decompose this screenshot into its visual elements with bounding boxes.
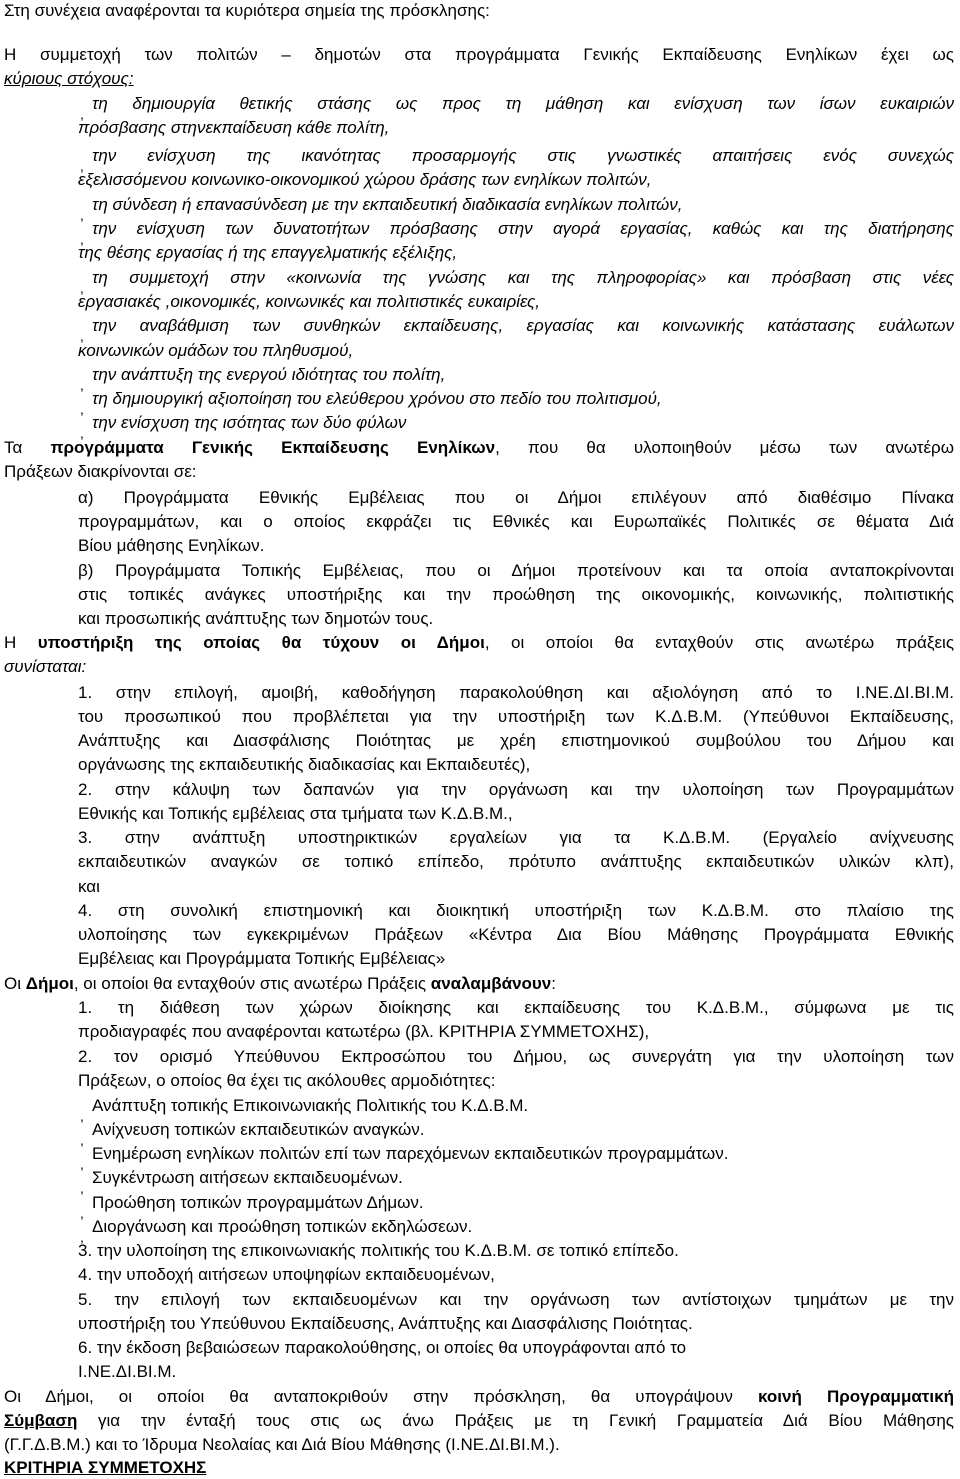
mun-item-1-line2: προδιαγραφές που αναφέρονται κατωτέρω (βλ. ΚΡΙΤΗΡΙΑ ΣΥΜΜΕΤΟΧΗΣ), bbox=[78, 1022, 650, 1041]
support-item-3-line2: εκπαιδευτικών αναγκών σε τοπικό επίπεδο, πρότυπο ανάπτυξης εκπαιδευτικών υλικών κλπ), bbox=[78, 852, 954, 871]
goal-item-7: την ανάπτυξη της ενεργού ιδιότητας του πολίτη, bbox=[92, 365, 446, 384]
support-item-4-line1: 4. στη συνολική επιστημονική και διοικητική υποστήριξη των Κ.Δ.Β.Μ. στο πλαίσιο της bbox=[78, 901, 954, 920]
support-item-3-line3: και bbox=[78, 877, 100, 896]
program-type-b-line1: β) Προγράμματα Τοπικής Εμβέλειας, που οι Δήμοι προτείνουν και τα οποία ανταποκρίνονται bbox=[78, 561, 954, 580]
goal-item-8: τη δημιουργική αξιοποίηση του ελεύθερου χρόνου στο πεδίο του πολιτισμού, bbox=[92, 389, 662, 408]
mun-item-3: 3. την υλοποίηση της επικοινωνιακής πολιτικής του Κ.Δ.Β.Μ. σε τοπικό επίπεδο. bbox=[78, 1241, 679, 1260]
support-item-4-line3: Εμβέλειας και Προγράμματα Τοπικής Εμβέλειας» bbox=[78, 949, 446, 968]
mun-item-5-line1: 5. την επιλογή των εκπαιδευομένων και την οργάνωση των αντίστοιχων τμημάτων με την bbox=[78, 1290, 954, 1309]
support-line1: Η υποστήριξη της οποίας θα τύχουν οι Δήμοι, οι οποίοι θα ενταχθούν στις ανωτέρω πράξεις bbox=[4, 633, 955, 652]
mun-item-6-line1: 6. την έκδοση βεβαιώσεων παρακολούθησης, οι οποίες θα υπογράφονται από το bbox=[78, 1338, 687, 1357]
goal-item-3: τη σύνδεση ή επανασύνδεση με την εκπαιδευτική διαδικασία ενηλίκων πολιτών, bbox=[92, 195, 683, 214]
duty-item-5: Προώθηση τοπικών προγραμμάτων Δήμων. bbox=[92, 1193, 424, 1212]
criteria-heading: ΚΡΙΤΗΡΙΑ ΣΥΜΜΕΤΟΧΗΣ bbox=[4, 1458, 207, 1477]
support-item-1-line2: του προσωπικού που προβλέπεται για την υποστήριξη των Κ.Δ.Β.Μ. (Υπεύθυνοι Εκπαίδευσης, bbox=[78, 707, 954, 726]
mun-item-5-line2: υποστήριξη του Υπεύθυνου Εκπαίδευσης, Ανάπτυξης και Διασφάλισης Ποιότητας. bbox=[78, 1314, 693, 1333]
mun-item-2-line1: 2. τον ορισμό Υπεύθυνου Εκπροσώπου του Δήμου, ως συνεργάτη για την υλοποίηση των bbox=[78, 1047, 954, 1066]
goals-intro-line1: Η συμμετοχή των πολιτών – δημοτών στα προγράμματα Γενικής Εκπαίδευσης Ενηλίκων έχει ως bbox=[4, 45, 954, 64]
closing-line1: Οι Δήμοι, οι οποίοι θα ανταποκριθούν στην πρόσκληση, θα υπογράψουν κοινή Προγραμματική bbox=[4, 1387, 954, 1406]
support-item-1-line3: Ανάπτυξης και Διασφάλισης Ποιότητας με χρέη επιστημονικού συμβούλου του Δήμου και bbox=[78, 731, 954, 750]
goal-item-1-cont: πρόσβασης στηνεκπαίδευση κάθε πολίτη, bbox=[78, 118, 390, 137]
mun-item-6-line2: Ι.ΝΕ.ΔΙ.ΒΙ.Μ. bbox=[78, 1362, 177, 1381]
duty-item-3: Ενημέρωση ενηλίκων πολιτών επί των παρεχόμενων εκπαιδευτικών προγραμμάτων. bbox=[92, 1144, 729, 1163]
municipalities-line: Οι Δήμοι, οι οποίοι θα ενταχθούν στις ανωτέρω Πράξεις αναλαμβάνουν: bbox=[4, 974, 556, 993]
goal-item-2: την ενίσχυση της ικανότητας προσαρμογής στις γνωστικές απαιτήσεις ενός συνεχώς bbox=[92, 146, 954, 165]
programs-line2: Πράξεων διακρίνονται σε: bbox=[4, 462, 197, 481]
support-item-4-line2: υλοποίησης των εγκεκριμένων Πράξεων «Κέντρα Δια Βίου Μάθησης Προγράμματα Εθνικής bbox=[78, 925, 954, 944]
goals-intro-line2: κύριους στόχους: bbox=[4, 69, 134, 88]
support-item-1-line1: 1. στην επιλογή, αμοιβή, καθοδήγηση παρακολούθηση και αξιολόγηση από το Ι.ΝΕ.ΔΙ.ΒΙ.Μ. bbox=[78, 683, 954, 702]
goal-item-6-cont: κοινωνικών ομάδων του πληθυσμού, bbox=[78, 341, 354, 360]
closing-line2: Σύμβαση για την ένταξή τους στις ως άνω Πράξεις με τη Γενική Γραμματεία Διά Βίου Μάθησης bbox=[4, 1411, 954, 1430]
duty-item-4: Συγκέντρωση αιτήσεων εκπαιδευομένων. bbox=[92, 1168, 403, 1187]
goal-item-6: την αναβάθμιση των συνθηκών εκπαίδευσης, εργασίας και κοινωνικής κατάστασης ευάλωτων bbox=[92, 316, 954, 335]
support-item-3-line1: 3. στην ανάπτυξη υποστηρικτικών εργαλείων για τα Κ.Δ.Β.Μ. (Εργαλείο ανίχνευσης bbox=[78, 828, 954, 847]
program-type-a-line1: α) Προγράμματα Εθνικής Εμβέλειας που οι Δήμοι επιλέγουν από διαθέσιμο Πίνακα bbox=[78, 488, 954, 507]
support-item-1-line4: οργάνωσης της εκπαιδευτικής διαδικασίας και Εκπαιδευτές), bbox=[78, 755, 531, 774]
goal-item-1: τη δημιουργία θετικής στάσης ως προς τη μάθηση και ενίσχυση των ίσων ευκαιριών bbox=[92, 94, 954, 113]
goal-item-4: την ενίσχυση των δυνατοτήτων πρόσβασης στην αγορά εργασίας, καθώς και της διατήρησης bbox=[92, 219, 954, 238]
goal-item-2-cont: εξελισσόμενου κοινωνικο-οικονομικού χώρου δράσης των ενηλίκων πολιτών, bbox=[78, 170, 652, 189]
mun-item-2-line2: Πράξεων, ο οποίος θα έχει τις ακόλουθες αρμοδιότητες: bbox=[78, 1071, 496, 1090]
programs-line1: Τα προγράμματα Γενικής Εκπαίδευσης Ενηλίκων, που θα υλοποιηθούν μέσω των ανωτέρω bbox=[4, 438, 954, 457]
program-type-b-line2: στις τοπικές ανάγκες υποστήριξης και την προώθηση της οικονομικής, κοινωνικής, πολιτιστικής bbox=[78, 585, 954, 604]
support-line2: συνίσταται: bbox=[4, 657, 87, 676]
support-item-2-line2: Εθνικής και Τοπικής εμβέλειας στα τμήματα των Κ.Δ.Β.Μ., bbox=[78, 804, 513, 823]
program-type-a-line3: Βίου μάθησης Ενηλίκων. bbox=[78, 536, 265, 555]
closing-line3: (Γ.Γ.Δ.Β.Μ.) και το Ίδρυμα Νεολαίας και Διά Βίου Μάθησης (Ι.ΝΕ.ΔΙ.ΒΙ.Μ.). bbox=[4, 1435, 560, 1454]
intro-text: Στη συνέχεια αναφέρονται τα κυριότερα σημεία της πρόσκλησης: bbox=[4, 1, 490, 20]
mun-item-1-line1: 1. τη διάθεση των χώρων διοίκησης και εκπαίδευσης του Κ.Δ.Β.Μ., σύμφωνα με τις bbox=[78, 998, 954, 1017]
duty-item-6: Διοργάνωση και προώθηση τοπικών εκδηλώσεων. bbox=[92, 1217, 473, 1236]
program-type-b-line3: και προσωπικής ανάπτυξης των δημοτών τους. bbox=[78, 609, 434, 628]
duty-item-1: Ανάπτυξη τοπικής Επικοινωνιακής Πολιτικής του Κ.Δ.Β.Μ. bbox=[92, 1096, 529, 1115]
goal-item-4-cont: της θέσης εργασίας ή της επαγγελματικής εξέλιξης, bbox=[78, 243, 458, 262]
mun-item-4: 4. την υποδοχή αιτήσεων υποψηφίων εκπαιδευομένων, bbox=[78, 1265, 495, 1284]
program-type-a-line2: προγραμμάτων, και ο οποίος εκφράζει τις Εθνικές και Ευρωπαϊκές Πολιτικές σε θέματα Διά bbox=[78, 512, 954, 531]
support-item-2-line1: 2. στην κάλυψη των δαπανών για την οργάνωση και την υλοποίηση των Προγραμμάτων bbox=[78, 780, 954, 799]
goal-item-9: την ενίσχυση της ισότητας των δύο φύλων bbox=[92, 413, 407, 432]
goal-item-5-cont: εργασιακές ,οικονομικές, κοινωνικές και πολιτιστικές ευκαιρίες, bbox=[78, 292, 541, 311]
goal-item-5: τη συμμετοχή στην «κοινωνία της γνώσης και της πληροφορίας» και πρόσβαση στις νέες bbox=[92, 268, 954, 287]
duty-item-2: Ανίχνευση τοπικών εκπαιδευτικών αναγκών. bbox=[92, 1120, 425, 1139]
